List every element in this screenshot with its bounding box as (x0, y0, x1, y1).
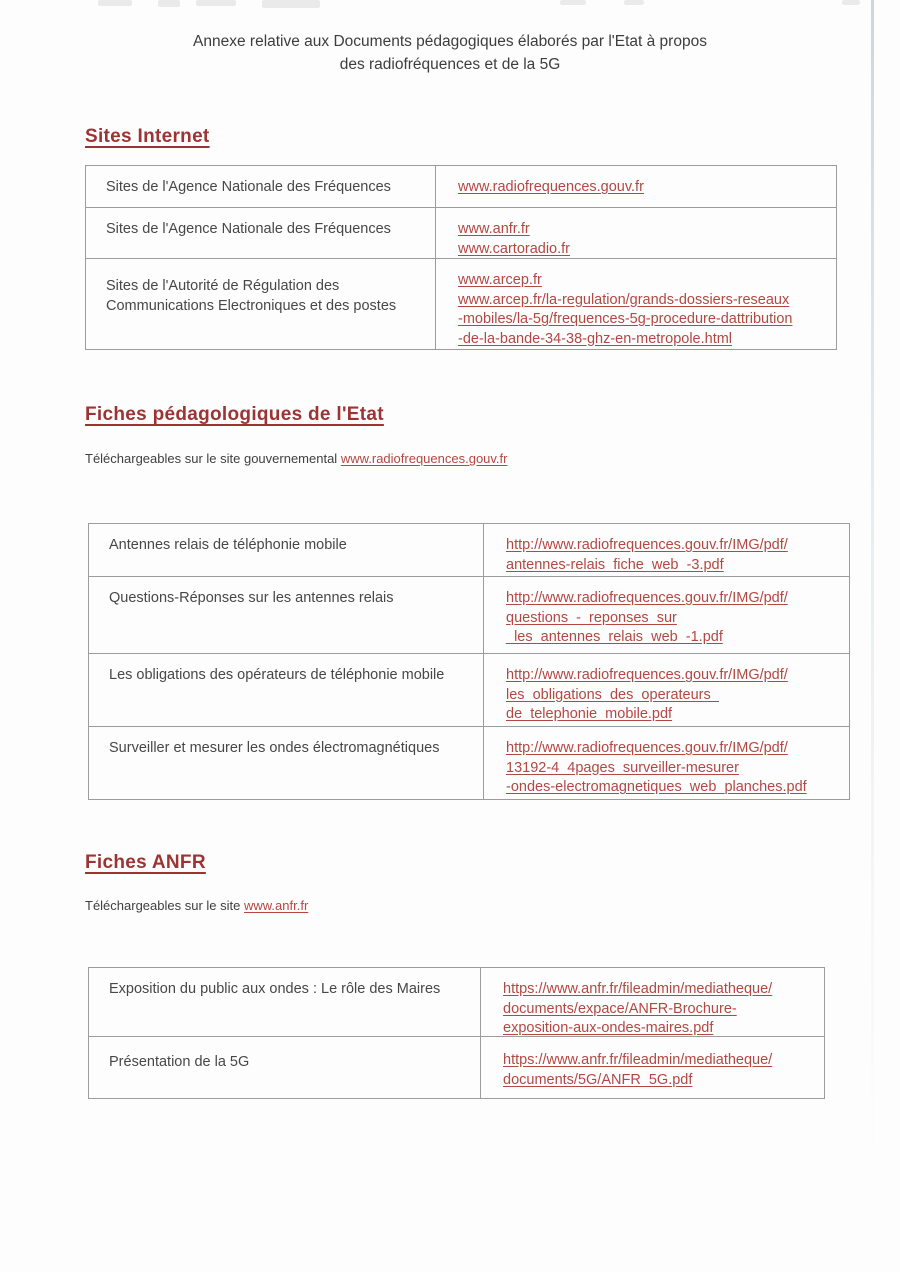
scan-artifact (262, 0, 320, 8)
fiches-anfr-table (88, 967, 825, 1099)
row-links-cell (484, 524, 849, 576)
table-row (86, 258, 836, 349)
row-label-line: Exposition du public aux ondes : Le rôle des Maires (109, 981, 441, 997)
table-row (86, 207, 836, 258)
row-label-line: Les obligations des opérateurs de téléphonie mobile (109, 667, 445, 683)
table-row (89, 1036, 824, 1098)
link[interactable]: questions_-_reponses_sur (506, 609, 677, 626)
link[interactable]: www.cartoradio.fr (458, 240, 571, 257)
page-title (0, 30, 900, 76)
row-label-cell (89, 727, 484, 799)
fiches-etat-table (88, 523, 850, 800)
row-label-cell (86, 259, 436, 349)
row-links-cell (481, 968, 824, 1036)
row-label-line: Sites de l'Autorité de Régulation des (106, 278, 340, 294)
scan-artifact (98, 0, 132, 6)
link[interactable]: 13192-4_4pages_surveiller-mesurer (506, 759, 739, 776)
row-links-cell (436, 166, 836, 207)
row-label-cell (89, 577, 484, 653)
row-label-cell (89, 654, 484, 726)
section-heading-sites-internet: Sites Internet (85, 126, 210, 147)
intro-text: Téléchargeables sur le site (85, 898, 244, 913)
row-label-cell (89, 968, 481, 1036)
title-line-1: Annexe relative aux Documents pédagogiques élaborés par l'Etat à propos (193, 33, 707, 50)
section-intro-fiches-etat (85, 450, 508, 467)
link[interactable]: https://www.anfr.fr/fileadmin/mediatheque/ (503, 981, 773, 997)
scan-artifact (560, 0, 586, 5)
row-links-cell (484, 654, 849, 726)
link[interactable]: www.arcep.fr (458, 272, 542, 288)
table-row (89, 968, 824, 1036)
row-label-line: Surveiller et mesurer les ondes électromagnétiques (109, 740, 440, 756)
row-label-cell (89, 1037, 481, 1098)
section-heading-fiches-anfr: Fiches ANFR (85, 852, 206, 873)
row-label-line: Antennes relais de téléphonie mobile (109, 537, 347, 553)
row-label-line: Questions-Réponses sur les antennes relais (109, 590, 394, 606)
link[interactable]: -mobiles/la-5g/frequences-5g-procedure-dattribution (458, 311, 793, 327)
link[interactable]: www.arcep.fr/la-regulation/grands-dossiers-reseaux (458, 291, 790, 308)
row-label-cell (86, 208, 436, 258)
row-links-cell (484, 727, 849, 799)
link[interactable]: http://www.radiofrequences.gouv.fr/IMG/pdf/ (506, 667, 788, 683)
section-heading-fiches-etat: Fiches pédagologiques de l'Etat (85, 404, 384, 425)
row-label-line: Sites de l'Agence Nationale des Fréquences (106, 221, 391, 237)
table-row (89, 576, 849, 653)
row-label-cell (89, 524, 484, 576)
link[interactable]: www.anfr.fr (458, 221, 530, 237)
row-label-cell (86, 166, 436, 207)
table-row (89, 726, 849, 799)
link[interactable]: https://www.anfr.fr/fileadmin/mediatheque/ (503, 1052, 773, 1068)
row-label-line: Présentation de la 5G (109, 1054, 250, 1070)
link[interactable]: www.anfr.fr (243, 898, 309, 913)
row-links-cell (481, 1037, 824, 1098)
row-links-cell (436, 208, 836, 258)
intro-text: Téléchargeables sur le site gouvernemental (85, 451, 341, 466)
scan-edge-shadow (871, 0, 874, 1160)
scan-artifact (842, 0, 860, 5)
link[interactable]: exposition-aux-ondes-maires.pdf (503, 1020, 714, 1036)
scan-artifact (158, 0, 180, 7)
link[interactable]: -ondes-electromagnetiques_web_planches.pdf (506, 779, 807, 795)
table-row (89, 653, 849, 726)
link[interactable]: -de-la-bande-34-38-ghz-en-metropole.html (458, 330, 733, 347)
title-line-2: des radiofréquences et de la 5G (339, 56, 561, 73)
sites-internet-table (85, 165, 837, 350)
link[interactable]: http://www.radiofrequences.gouv.fr/IMG/pdf/ (506, 537, 788, 553)
link[interactable]: documents/5G/ANFR_5G.pdf (503, 1071, 693, 1088)
link[interactable]: de_telephonie_mobile.pdf (506, 706, 673, 722)
link[interactable]: antennes-relais_fiche_web_-3.pdf (506, 556, 724, 573)
link[interactable]: http://www.radiofrequences.gouv.fr/IMG/pdf/ (506, 740, 788, 756)
link[interactable]: www.radiofrequences.gouv.fr (340, 451, 508, 466)
link[interactable]: www.radiofrequences.gouv.fr (458, 179, 644, 195)
link[interactable]: les_obligations_des_operateurs_ (506, 686, 719, 703)
row-label-line: Communications Electroniques et des postes (106, 297, 397, 314)
section-intro-fiches-anfr (85, 897, 308, 914)
table-row (89, 524, 849, 576)
scan-artifact (624, 0, 644, 5)
scan-artifact (196, 0, 236, 6)
link[interactable]: _les_antennes_relais_web_-1.pdf (506, 629, 723, 645)
table-row (86, 166, 836, 207)
link[interactable]: documents/expace/ANFR-Brochure- (503, 1000, 737, 1017)
row-label-line: Sites de l'Agence Nationale des Fréquences (106, 179, 391, 195)
row-links-cell (436, 259, 836, 349)
link[interactable]: http://www.radiofrequences.gouv.fr/IMG/pdf/ (506, 590, 788, 606)
row-links-cell (484, 577, 849, 653)
